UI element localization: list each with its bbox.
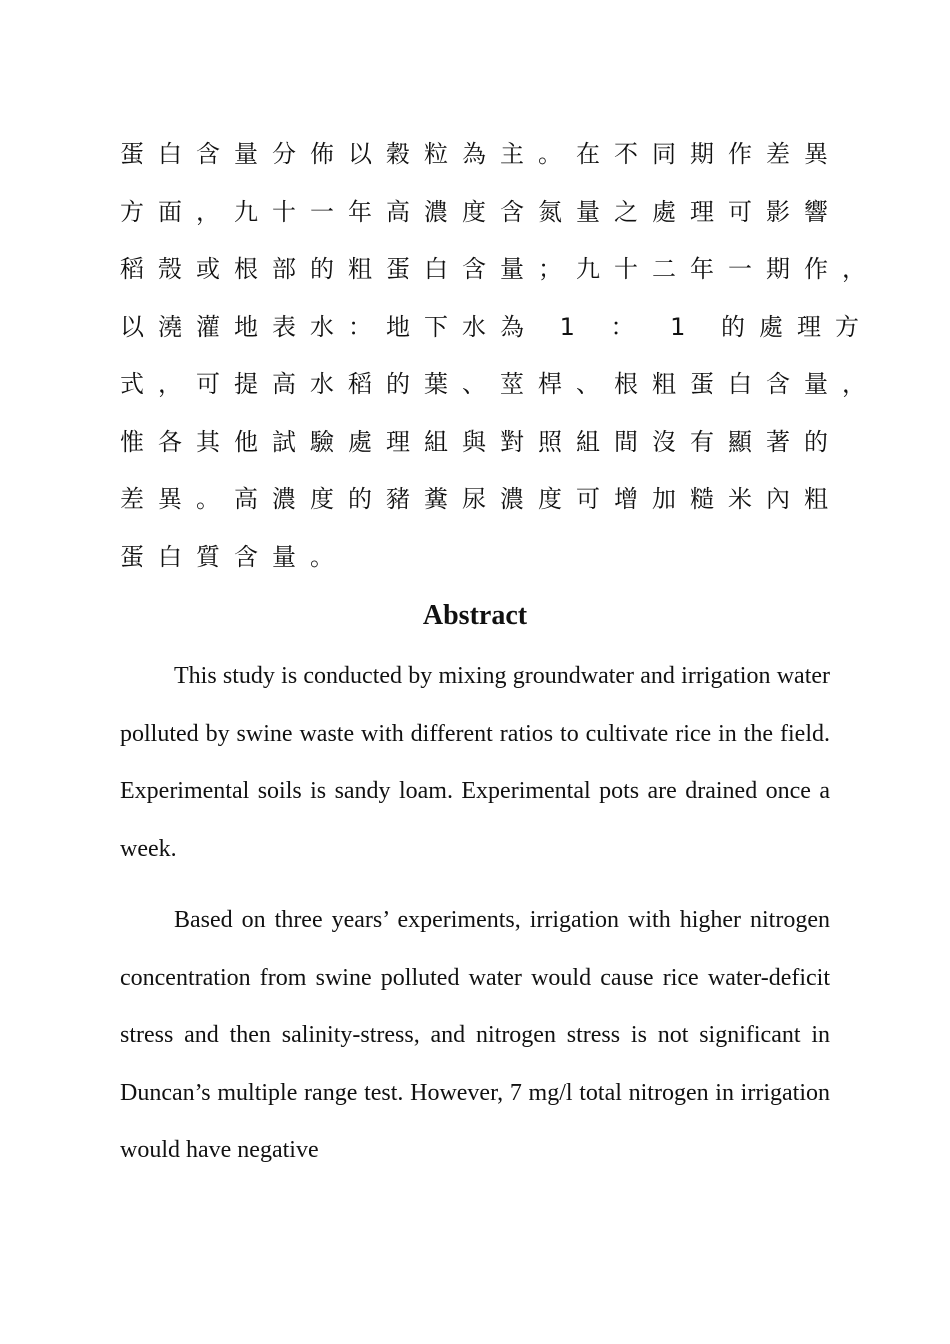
chinese-text-line: 惟各其他試驗處理組與對照組間沒有顯著的: [120, 427, 842, 456]
chinese-summary-paragraph: [120, 126, 880, 586]
chinese-text-line: 稻殼或根部的粗蛋白含量；九十二年一期作，: [120, 255, 880, 283]
chinese-text-line: 蛋白含量分佈以穀粒為主。在不同期作差異: [120, 140, 842, 168]
chinese-text-line: 蛋白質含量。: [120, 542, 348, 571]
chinese-text-line: 式，可提高水稻的葉、莖桿、根粗蛋白含量，: [120, 370, 880, 398]
chinese-text-line: 差異。高濃度的豬糞尿濃度可增加糙米內粗: [120, 485, 842, 513]
chinese-text-line: 方面，九十一年高濃度含氮量之處理可影響: [120, 197, 842, 226]
abstract-paragraph: This study is conducted by mixing groundwater and irrigation water polluted by swine waste with different ratios to cultivate rice in the field. Experimental soils is sandy loam. Experimental pots are drained once a week.: [120, 663, 830, 862]
abstract-heading: Abstract: [422, 600, 528, 631]
chinese-text-line: 以澆灌地表水：地下水為 1 ： 1 的處理方: [120, 312, 874, 341]
abstract-paragraph: Based on three years’ experiments, irrigation with higher nitrogen concentration from swine polluted water would cause rice water-deficit stress and then salinity-stress, and nitrogen stress is not significant in Duncan’s multiple range test. However, 7 mg/l total nitrogen in irrigation would have negative: [120, 907, 830, 1163]
